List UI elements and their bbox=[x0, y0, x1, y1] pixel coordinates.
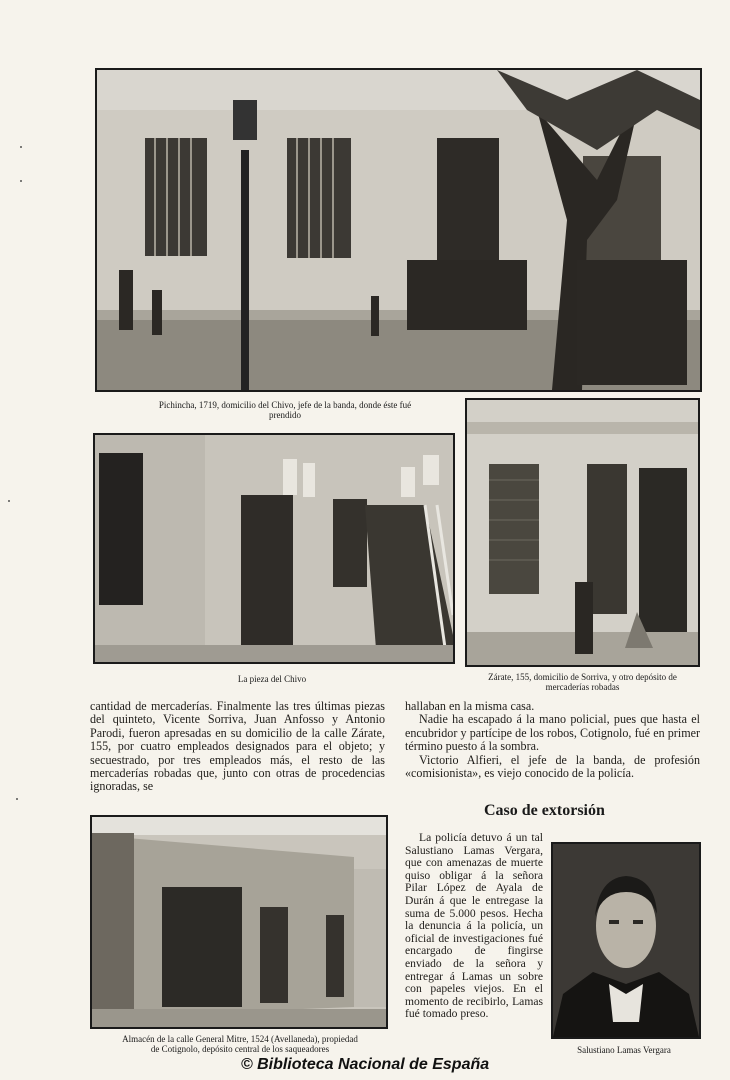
article-col2-paragraph: Nadie ha escapado á la mano policial, pues que hasta el encubridor y partícipe de los robos, Cotignolo, fué en primer término puesto á la sombra. bbox=[405, 712, 700, 754]
photo-almacen-general-mitre bbox=[90, 815, 388, 1029]
article-col2-line: hallaban en la misma casa. bbox=[405, 699, 535, 713]
footer-copyright: © Biblioteca Nacional de España bbox=[240, 1056, 490, 1073]
photo-pichincha-street bbox=[95, 68, 702, 392]
photo-la-pieza-del-chivo bbox=[93, 433, 455, 664]
caption-la-pieza: La pieza del Chivo bbox=[237, 674, 307, 684]
caption-zarate: Zárate, 155, domicilio de Sorriva, y otro depósito de mercaderías robadas bbox=[488, 672, 677, 692]
photo-portrait-salustiano bbox=[551, 842, 701, 1039]
caption-portrait: Salustiano Lamas Vergara bbox=[577, 1045, 671, 1055]
photo-zarate-155 bbox=[465, 398, 700, 667]
extortion-paragraph: La policía detuvo á un tal Salustiano Lamas Vergara, que con amenazas de muerte quiso obligar á la señora Pilar López de Ayala de Durán á que le entregase la suma de 5.000 pesos. Hecha la denuncia á la policía, un oficial de investigaciones fué encargado de fingirse enviado de la señora y entregar á Lamas un sobre con papeles viejos. En el momento de recibirlo, Lamas fué tomado preso. bbox=[405, 831, 543, 1021]
caption-almacen: Almacén de la calle General Mitre, 1524 (Avellaneda), propiedad de Cotignolo, depósito central de los saqueadores bbox=[122, 1034, 358, 1054]
article-col2 bbox=[405, 700, 700, 780]
article-col1-paragraph: cantidad de mercaderías. Finalmente las tres últimas piezas del quinteto, Vicente Sorriva, Juan Anfosso y Antonio Parodi, fueron apresadas en su domicilio de la calle Zárate, 155, por cuatro empleados designados para el objeto; y secuestrado, por tres empleados más, el resto de las mercaderías robadas que, junto con otras de procedencias ignoradas, se bbox=[90, 699, 385, 794]
section-heading-extortion: Caso de extorsión bbox=[484, 802, 605, 819]
article-col2-paragraph: Victorio Alfieri, el jefe de la banda, de profesión «comisionista», es viejo conocido de la policía. bbox=[405, 752, 700, 781]
caption-pichincha: Pichincha, 1719, domicilio del Chivo, jefe de la banda, donde éste fué prendido bbox=[158, 400, 412, 420]
